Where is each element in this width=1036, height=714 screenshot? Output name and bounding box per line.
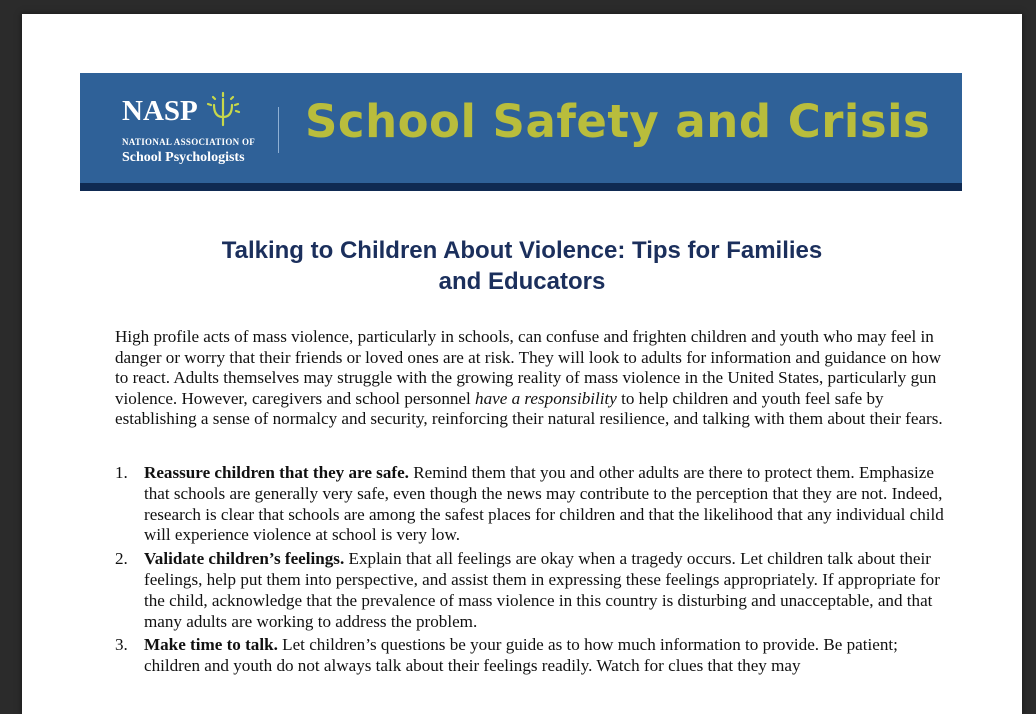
banner-title: School Safety and Crisis: [305, 95, 931, 148]
tip-text: Explain that all feelings are okay when a tragedy occurs. Let children talk about their feelings, help put them into perspective, and assist them in expressing these feelings appropriately. If appropriate for the child, acknowledge that the prevalence of mass violence in this country is disturbing and unacceptable, and that many adults are working to address the problem.: [144, 549, 940, 631]
tip-number: 2.: [115, 549, 128, 569]
intro-text-part1: High profile acts of mass violence, particularly in schools, can confuse and frighten children and youth who may feel in danger or worry that their friends or loved ones are at risk. They will look to adults for information and guidance on how to react. Adults themselves may struggle with the growing reality of mass violence in the United States, particularly gun violence. However, caregivers and school personnel: [115, 327, 942, 408]
logo-subtitle-line1: NATIONAL ASSOCIATION OF: [122, 137, 256, 147]
document-title-line1: Talking to Children About Violence: Tips for Families: [221, 237, 823, 264]
banner-stripe: [80, 183, 962, 191]
tip-number: 1.: [115, 463, 128, 482]
tip-heading: Validate children’s feelings.: [144, 549, 345, 569]
banner-divider: [278, 107, 279, 153]
nasp-logo-text: NASP: [122, 95, 198, 127]
tip-heading: Reassure children that they are safe.: [144, 463, 409, 482]
tip-text: Remind them that you and other adults are there to protect them. Emphasize that schools are generally very safe, even though the news may contribute to the perception that they are not. Indeed, research is clear that schools are among the safest places for children and that the likelihood that any individual child will experience violence at school is very low.: [144, 463, 944, 545]
tip-item: [115, 635, 945, 677]
nasp-psi-icon: [204, 91, 254, 129]
intro-text-part2: to help children and youth feel safe by establishing a sense of normalcy and security, reinforcing their natural resilience, and talking with them about their fears.: [115, 388, 943, 428]
tip-heading: Make time to talk.: [144, 635, 278, 655]
document-title-line2: and Educators: [438, 268, 606, 295]
document-title: [82, 235, 962, 297]
tip-item: [115, 549, 945, 632]
tips-list: [115, 463, 945, 680]
tip-item: [115, 463, 945, 546]
tip-text: Let children’s questions be your guide as to how much information to provide. Be patient; children and youth do not always talk about their feelings readily. Watch for clues that they may: [144, 635, 898, 676]
document-page: [22, 14, 1022, 714]
intro-paragraph: [115, 327, 945, 430]
header-banner: [80, 73, 962, 191]
intro-emphasis: have a responsibility: [475, 388, 617, 408]
logo-subtitle-line2: School Psychologists: [122, 150, 245, 165]
tip-number: 3.: [115, 635, 128, 655]
